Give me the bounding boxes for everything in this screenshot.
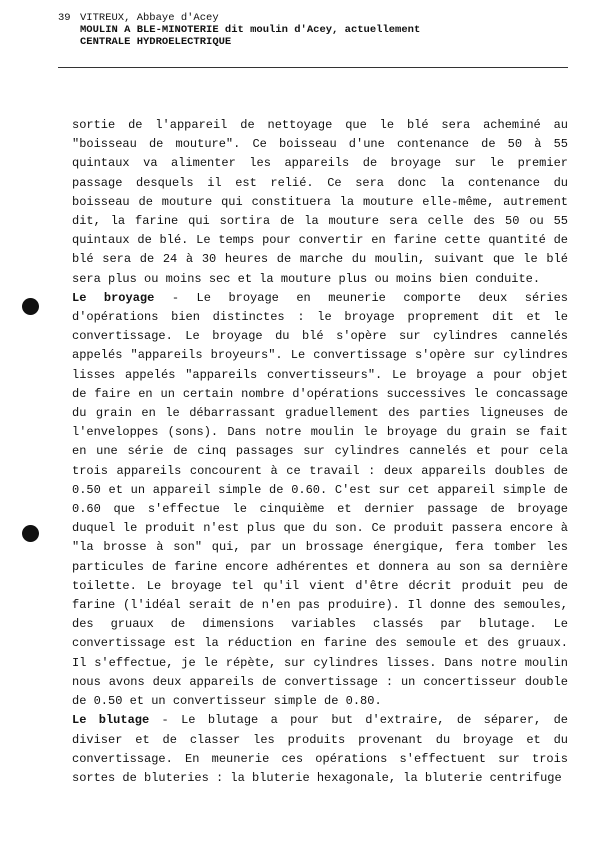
page-header xyxy=(58,12,420,48)
subtitle-line-1: MOULIN A BLE-MINOTERIE dit moulin d'Acey, actuellement xyxy=(80,24,421,36)
blutage-text: - Le blutage a pour but d'extraire, de séparer, de diviser et de classer les produits provenant du broyage et du convertissage. En meunerie ces opérations s'effectuent sur trois sortes de bluteries : la bluterie hexagonale, la bluterie centrifuge xyxy=(72,713,568,785)
broyage-heading: Le broyage xyxy=(72,290,155,305)
paragraph-intro: sortie de l'appareil de nettoyage que le blé sera acheminé au "boisseau de mouture". Ce boisseau d'une contenance de 50 à 55 quintaux va alimenter les appareils de broyage sur le premier passage desquels il est relié. Ce sera donc la contenance du boisseau de mouture qui constituera la mouture elle-même, autrement dit, la farine qui sortira de la mouture sera celle des 50 ou 55 quintaux de blé. Le temps pour convertir en farine cette quantité de blé sera de 24 à 30 heures de marche du moulin, suivant que le blé sera plus ou moins sec et la mouture plus ou moins bien conduite. xyxy=(72,118,568,286)
document-body xyxy=(72,116,568,788)
page-number: 39 xyxy=(58,12,71,24)
subtitle-line-2: CENTRALE HYDROELECTRIQUE xyxy=(80,36,232,48)
header-line xyxy=(58,12,420,24)
margin-bullet-1 xyxy=(22,298,39,315)
location-title: VITREUX, Abbaye d'Acey xyxy=(80,12,219,24)
broyage-text: - Le broyage en meunerie comporte deux séries d'opérations bien distinctes : le broyage proprement dit et le convertissage. Le broyage du blé s'opère sur cylindres cannelés appelés "appareils broyeurs". Le convertissage s'opère sur cylindres lisses appelés "appareils convertisseurs". Le broyage a pour objet de faire en un certain nombre d'opérations successives le concassage du grain en le débarrassant graduellement des parties ligneuses de l'enveloppes (sons). Dans notre moulin le broyage du grain se fait en une série de cinq passages sur cylindres cannelés et pour cela trois appareils concourent à ce travail : deux appareils doubles de 0.50 et un appareil simple de 0.60. C'est sur cet appareil simple de 0.60 que s'effectue le cinquième et dernier passage de broyage duquel le produit n'est plus que du son. Ce produit passera encore à "la brosse à son" qui, par un brossage énergique, fera tomber les particules de farine encore adhérentes et donnera au son sa dernière toilette. Le broyage tel qu'il vient d'être décrit produit peu de farine (l'idéal serait de n'en pas produire). Il donne des semoules, des gruaux de dimensions variables classés par blutage. Le convertissage est la réduction en farine des semoule et des gruaux. Il s'effectue, je le répète, sur cylindres lisses. Dans notre moulin nous avons deux appareils de convertissage : un concertisseur double de 0.50 et un convertisseur simple de 0.80. xyxy=(72,290,568,709)
paragraph-blutage xyxy=(72,711,568,788)
blutage-heading: Le blutage xyxy=(72,713,150,728)
header-rule xyxy=(58,67,568,68)
paragraph-broyage xyxy=(72,289,568,711)
margin-bullet-2 xyxy=(22,525,39,542)
